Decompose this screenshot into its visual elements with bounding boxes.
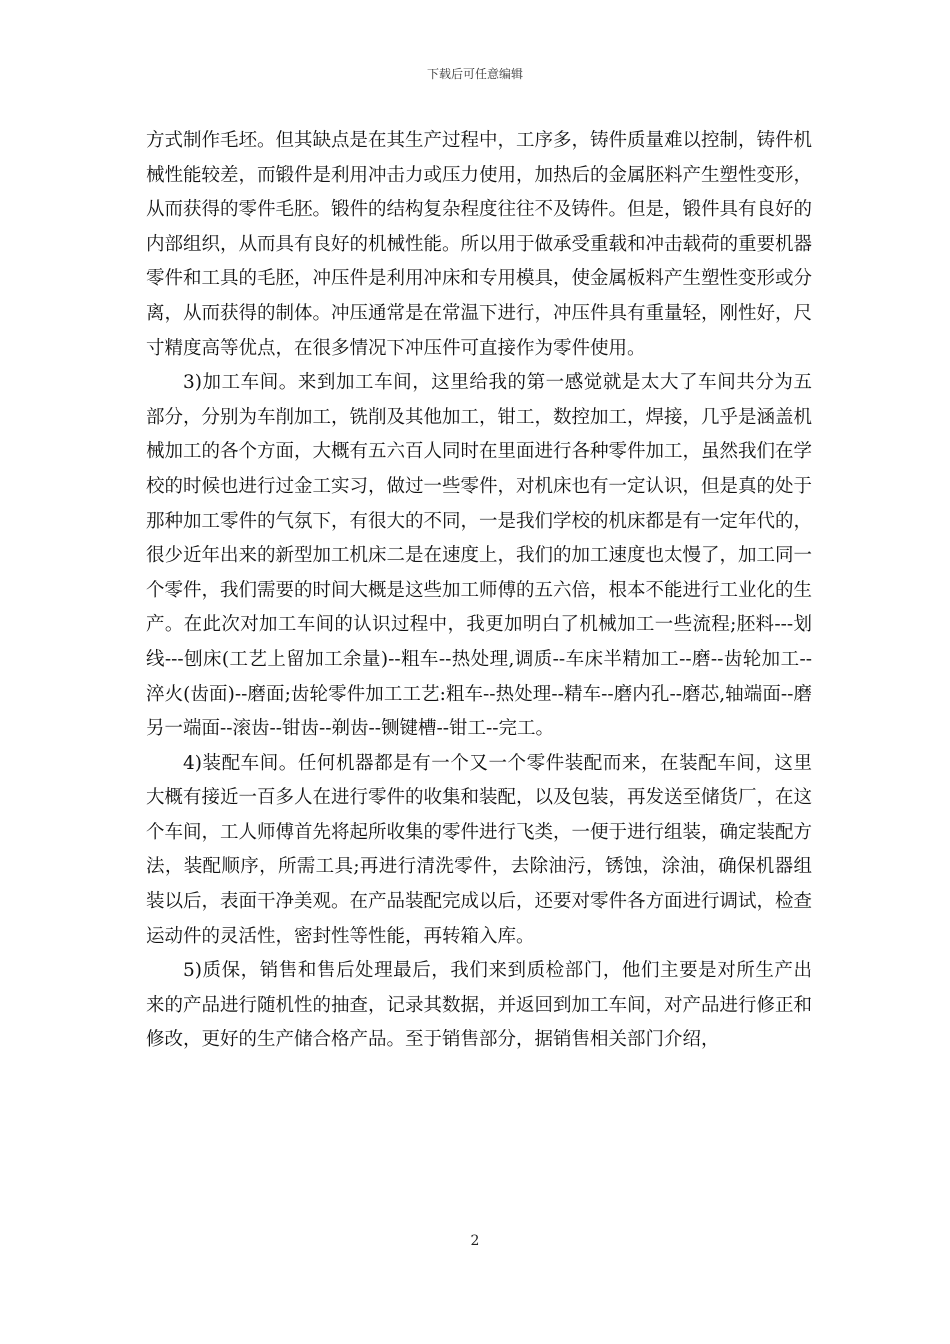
paragraph-assembly-workshop: 4)装配车间。任何机器都是有一个又一个零件装配而来，在装配车间，这里大概有接近一百多人在进行零件的收集和装配，以及包装，再发送至储货厂，在这个车间，工人师傅首先将起所收集的零件进行飞类，一便于进行组装，确定装配方法，装配顺序，所需工具;再进行清洗零件，去除油污，锈蚀，涂油，确保机器组装以后，表面干净美观。在产品装配完成以后，还要对零件各方面进行调试，检查运动件的灵活性，密封性等性能，再转箱入库。 xyxy=(146,752,813,947)
document-body xyxy=(146,124,812,1058)
page-header-note: 下载后可任意编辑 xyxy=(426,67,523,81)
paragraph-quality-sales: 5)质保，销售和售后处理最后，我们来到质检部门，他们主要是对所生产出来的产品进行随机性的抽查，记录其数据，并返回到加工车间，对产品进行修正和修改，更好的生产储合格产品。至于销售部分，据销售相关部门介绍， xyxy=(146,960,813,1051)
paragraph-machining-workshop: 3)加工车间。来到加工车间，这里给我的第一感觉就是太大了车间共分为五部分，分别为车削加工，铣削及其他加工，钳工，数控加工，焊接，几乎是涵盖机械加工的各个方面，大概有五六百人同时在里面进行各种零件加工，虽然我们在学校的时候也进行过金工实习，做过一些零件，对机床也有一定认识，但是真的处于那种加工零件的气氛下，有很大的不同，一是我们学校的机床都是有一定年代的，很少近年出来的新型加工机床二是在速度上，我们的加工速度也太慢了，加工同一个零件，我们需要的时间大概是这些加工师傅的五六倍，根本不能进行工业化的生产。在此次对加工车间的认识过程中，我更加明白了机械加工一些流程;胚料---划线---刨床(工艺上留加工余量)--粗车--热处理,调质--车床半精加工--磨--齿轮加工--淬火(齿面)--磨面;齿轮零件加工工艺:粗车--热处理--精车--磨内孔--磨芯,轴端面--磨另一端面--滚齿--钳齿--剃齿--铡键槽--钳工--完工。 xyxy=(146,372,813,740)
paragraph-continuation: 方式制作毛坯。但其缺点是在其生产过程中，工序多，铸件质量难以控制，铸件机械性能较差，而锻件是利用冲击力或压力使用，加热后的金属胚料产生塑性变形，从而获得的零件毛胚。锻件的结构复杂程度往往不及铸件。但是，锻件具有良好的内部组织，从而具有良好的机械性能。所以用于做承受重载和冲击载荷的重要机器零件和工具的毛胚，冲压件是利用冲床和专用模具，使金属板料产生塑性变形或分离，从而获得的制体。冲压通常是在常温下进行，冲压件具有重量轻，刚性好，尺寸精度高等优点，在很多情况下冲压件可直接作为零件使用。 xyxy=(146,130,813,359)
page-number: 2 xyxy=(470,1233,480,1249)
